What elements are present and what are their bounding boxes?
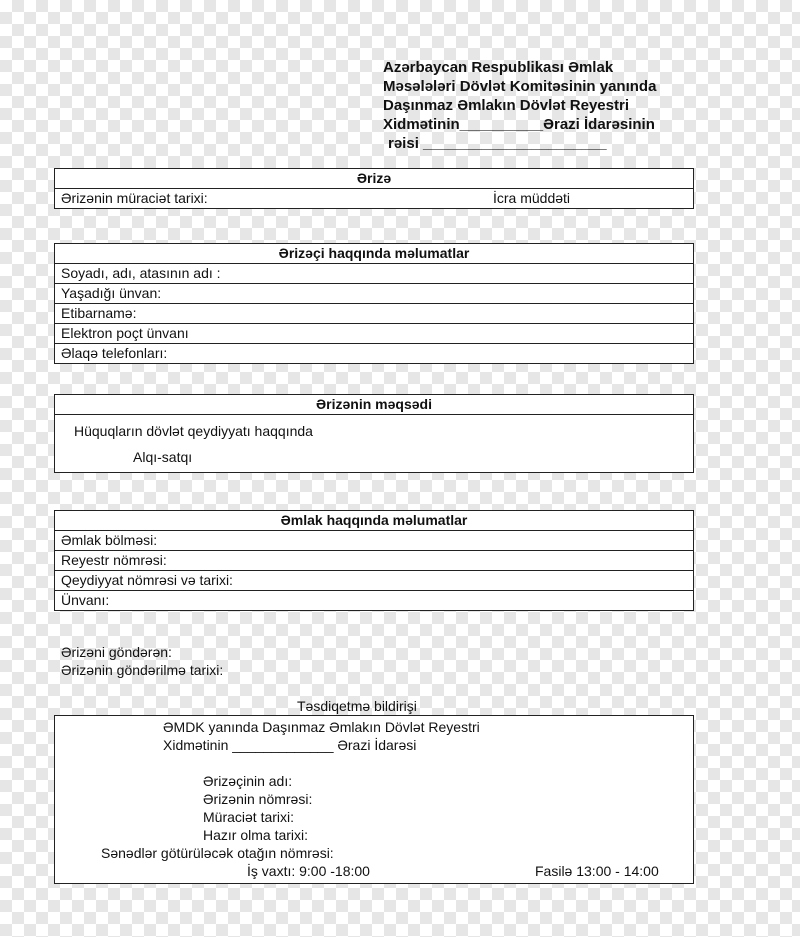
applicant-info-title: Ərizəçi haqqında məlumatlar <box>55 244 693 264</box>
header-line-3: Daşınmaz Əmlakın Dövlət Reyestri <box>383 97 629 114</box>
header-line-2: Məsələləri Dövlət Komitəsinin yanında <box>383 78 657 95</box>
header-line-5: rəisi ______________________ <box>388 135 607 152</box>
confirmation-work-hours: İş vaxtı: 9:00 -18:00 <box>247 863 370 879</box>
property-info-title: Əmlak haqqında məlumatlar <box>55 511 693 531</box>
header-line-4: Xidmətinin__________Ərazi İdarəsinin <box>383 116 655 133</box>
applicant-phone-row: Əlaqə telefonları: <box>61 345 168 361</box>
header-line-1: Azərbaycan Respublikası Əmlak <box>383 59 614 76</box>
registry-number-row: Reyestr nömrəsi: <box>55 551 693 571</box>
confirmation-application-number: Ərizənin nömrəsi: <box>203 791 313 807</box>
registration-number-date-row: Qeydiyyat nömrəsi və tarixi: <box>55 571 693 591</box>
confirmation-line-1: ƏMDK yanında Daşınmaz Əmlakın Dövlət Reyestri <box>163 719 480 735</box>
application-section-title: Ərizə <box>55 169 693 189</box>
send-date-label: Ərizənin göndərilmə tarixi: <box>61 662 224 678</box>
confirmation-room-number: Sənədlər götürüləcək otağın nömrəsi: <box>101 845 334 861</box>
application-date-label: Ərizənin müraciət tarixi: <box>61 190 208 206</box>
confirmation-ready-date: Hazır olma tarixi: <box>203 827 309 843</box>
purpose-line-1: Hüquqların dövlət qeydiyyatı haqqında <box>74 423 313 439</box>
application-section <box>54 168 694 209</box>
confirmation-break-hours: Fasilə 13:00 - 14:00 <box>535 863 659 879</box>
applicant-address-row: Yaşadığı ünvan: <box>55 284 693 304</box>
confirmation-applicant-name: Ərizəçinin adı: <box>203 773 293 789</box>
confirmation-line-2: Xidmətinin _____________ Ərazi İdarəsi <box>163 737 417 753</box>
applicant-name-row: Soyadı, adı, atasının adı : <box>55 264 693 284</box>
property-unit-row: Əmlak bölməsi: <box>55 531 693 551</box>
property-info-section <box>54 510 694 611</box>
applicant-info-section <box>54 243 694 364</box>
purpose-line-2: Alqı-satqı <box>133 449 193 465</box>
applicant-email-row: Elektron poçt ünvanı <box>55 324 693 344</box>
applicant-power-of-attorney-row: Etibarnamə: <box>55 304 693 324</box>
execution-term-label: İcra müddəti <box>493 190 571 206</box>
sender-label: Ərizəni göndərən: <box>61 644 172 660</box>
purpose-section <box>54 394 694 473</box>
confirmation-box <box>54 715 694 884</box>
property-address-row: Ünvanı: <box>61 592 110 608</box>
confirmation-request-date: Müraciət tarixi: <box>203 809 295 825</box>
purpose-section-title: Ərizənin məqsədi <box>55 395 693 415</box>
confirmation-title: Təsdiqetmə bildirişi <box>297 698 417 714</box>
application-date-row <box>55 189 693 208</box>
